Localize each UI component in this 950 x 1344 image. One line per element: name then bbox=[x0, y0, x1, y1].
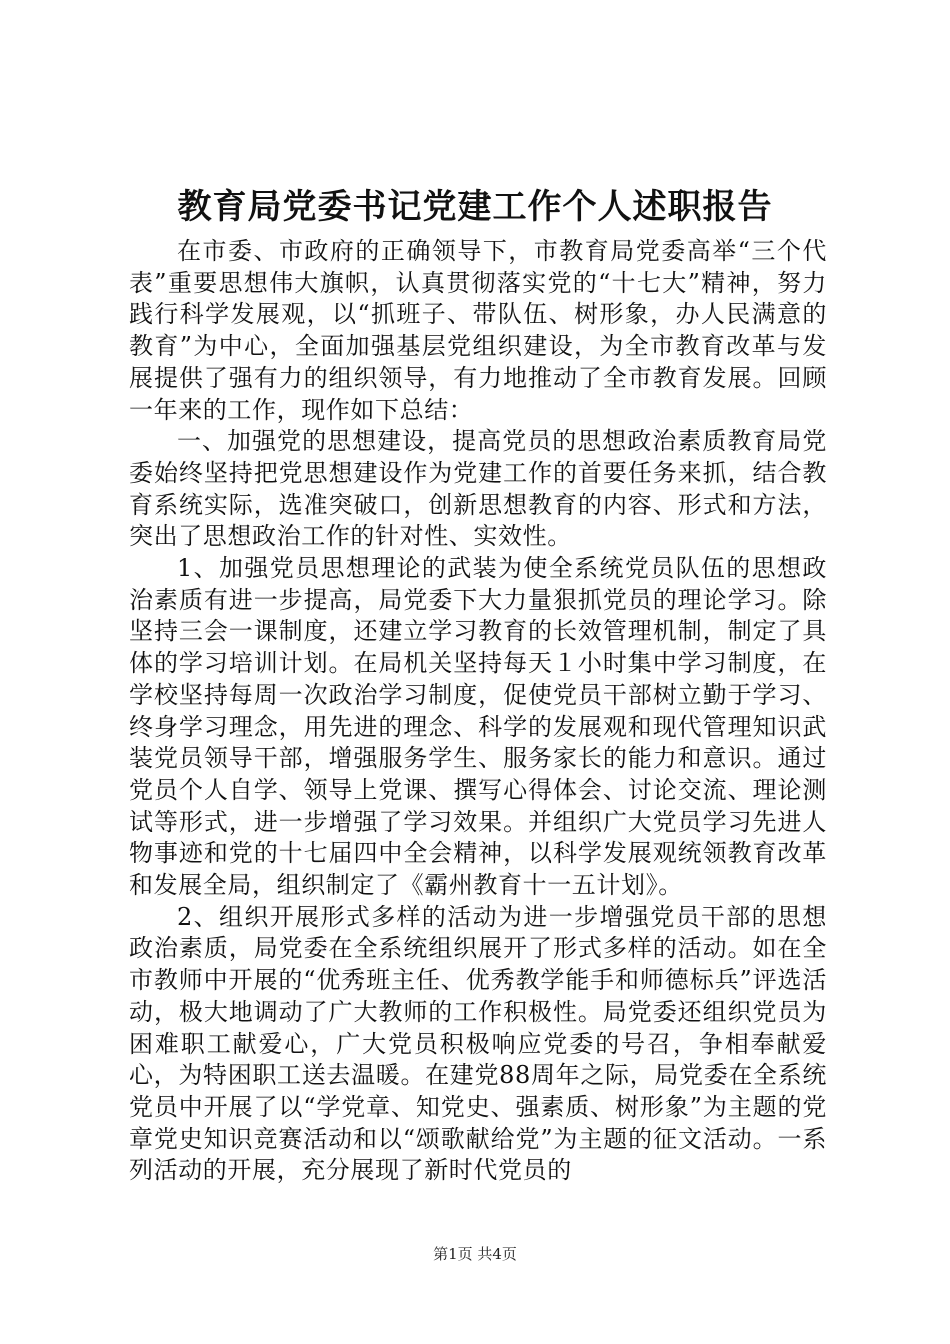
paragraph-section-1: 一、加强党的思想建设，提高党员的思想政治素质教育局党委始终坚持把党思想建设作为党建工作的首要任务来抓，结合教育系统实际，选准突破口，创新思想教育的内容、形式和方法，突出了思想政治工作的针对性、实效性。 bbox=[129, 427, 827, 551]
paragraph-item-2: 2、组织开展形式多样的活动为进一步增强党员干部的思想政治素质，局党委在全系统组织展开了形式多样的活动。如在全市教师中开展的“优秀班主任、优秀教学能手和师德标兵”评选活动，极大地调动了广大教师的工作积极性。局党委还组织党员为困难职工献爱心，广大党员积极响应党委的号召，争相奉献爱心，为特困职工送去温暖。在建党88周年之际，局党委在全系统党员中开展了以“学党章、知党史、强素质、树形象”为主题的党章党史知识竞赛活动和以“颂歌献给党”为主题的征文活动。一系列活动的开展，充分展现了新时代党员的 bbox=[129, 902, 827, 1185]
page-footer: 第1页 共4页 bbox=[433, 1245, 517, 1263]
paragraph-intro: 在市委、市政府的正确领导下，市教育局党委高举“三个代表”重要思想伟大旗帜，认真贯彻落实党的“十七大”精神，努力践行科学发展观，以“抓班子、带队伍、树形象，办人民满意的教育”为中心，全面加强基层党组织建设，为全市教育改革与发展提供了强有力的组织领导，有力地推动了全市教育发展。回顾一年来的工作，现作如下总结： bbox=[129, 237, 827, 424]
document-body bbox=[129, 236, 827, 1187]
paragraph-item-1: 1、加强党员思想理论的武装为使全系统党员队伍的思想政治素质有进一步提高，局党委下大力量狠抓党员的理论学习。除坚持三会一课制度，还建立学习教育的长效管理机制，制定了具体的学习培训计划。在局机关坚持每天１小时集中学习制度，在学校坚持每周一次政治学习制度，促使党员干部树立勤于学习、终身学习理念，用先进的理念、科学的发展观和现代管理知识武装党员领导干部，增强服务学生、服务家长的能力和意识。通过党员个人自学、领导上党课、撰写心得体会、讨论交流、理论测试等形式，进一步增强了学习效果。并组织广大党员学习先进人物事迹和党的十七届四中全会精神，以科学发展观统领教育改革和发展全局，组织制定了《霸州教育十一五计划》。 bbox=[129, 554, 827, 900]
document-title: 教育局党委书记党建工作个人述职报告 bbox=[177, 187, 773, 227]
